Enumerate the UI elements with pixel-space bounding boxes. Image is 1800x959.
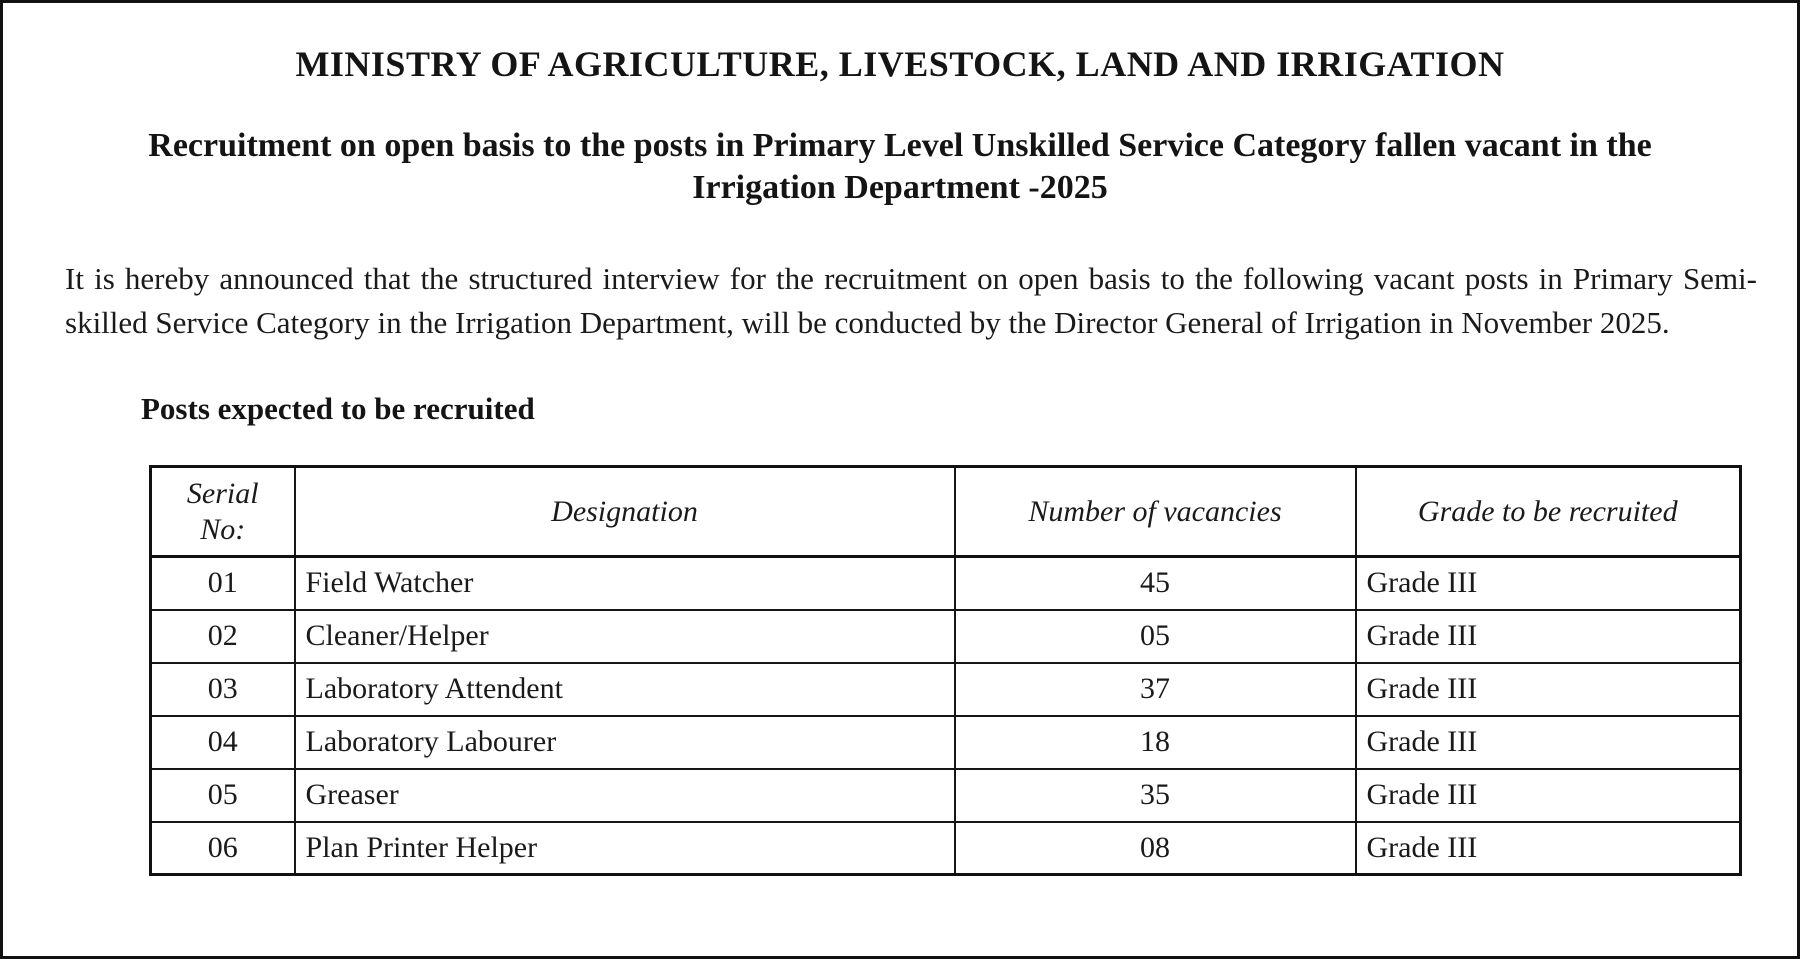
- posts-table-body: [151, 557, 1741, 875]
- recruitment-subtitle: [3, 125, 1797, 209]
- vacancies-cell: 05: [955, 610, 1356, 663]
- ministry-title: MINISTRY OF AGRICULTURE, LIVESTOCK, LAND AND IRRIGATION: [295, 44, 1505, 84]
- designation-cell: Field Watcher: [295, 557, 955, 610]
- vacancies-cell: 35: [955, 769, 1356, 822]
- header-grade-to-be-recruited: Grade to be recruited: [1356, 467, 1741, 557]
- vacancies-cell: 08: [955, 822, 1356, 875]
- posts-table-header: [151, 467, 1741, 557]
- table-row: [151, 716, 1741, 769]
- vacancies-cell: 45: [955, 557, 1356, 610]
- posts-table: [149, 465, 1742, 876]
- table-row: [151, 610, 1741, 663]
- grade-cell: Grade III: [1356, 610, 1741, 663]
- table-row: [151, 769, 1741, 822]
- table-header-row: [151, 467, 1741, 557]
- recruitment-subtitle-line2: Irrigation Department -2025: [692, 169, 1108, 206]
- grade-cell: Grade III: [1356, 822, 1741, 875]
- vacancies-cell: 18: [955, 716, 1356, 769]
- table-row: [151, 557, 1741, 610]
- header-designation: Designation: [295, 467, 955, 557]
- designation-cell: Cleaner/Helper: [295, 610, 955, 663]
- grade-cell: Grade III: [1356, 663, 1741, 716]
- table-row: [151, 822, 1741, 875]
- header-serial-no: Serial No:: [151, 467, 295, 557]
- grade-cell: Grade III: [1356, 557, 1741, 610]
- designation-cell: Greaser: [295, 769, 955, 822]
- recruitment-subtitle-line1: Recruitment on open basis to the posts in Primary Level Unskilled Service Category fallen vacant in the: [148, 127, 1652, 164]
- serial-no-cell: 04: [151, 716, 295, 769]
- designation-cell: Laboratory Attendent: [295, 663, 955, 716]
- designation-cell: Laboratory Labourer: [295, 716, 955, 769]
- serial-no-cell: 06: [151, 822, 295, 875]
- serial-no-cell: 02: [151, 610, 295, 663]
- vacancies-cell: 37: [955, 663, 1356, 716]
- serial-no-cell: 03: [151, 663, 295, 716]
- serial-no-cell: 05: [151, 769, 295, 822]
- grade-cell: Grade III: [1356, 769, 1741, 822]
- grade-cell: Grade III: [1356, 716, 1741, 769]
- announcement-paragraph: It is hereby announced that the structured interview for the recruitment on open basis to the following vacant posts in Primary Semi-skilled Service Category in the Irrigation Department, will be conducted by the Director General of Irrigation in November 2025.: [65, 261, 1757, 340]
- serial-no-cell: 01: [151, 557, 295, 610]
- header-number-of-vacancies: Number of vacancies: [955, 467, 1356, 557]
- posts-section-heading: Posts expected to be recruited: [141, 391, 535, 426]
- designation-cell: Plan Printer Helper: [295, 822, 955, 875]
- table-row: [151, 663, 1741, 716]
